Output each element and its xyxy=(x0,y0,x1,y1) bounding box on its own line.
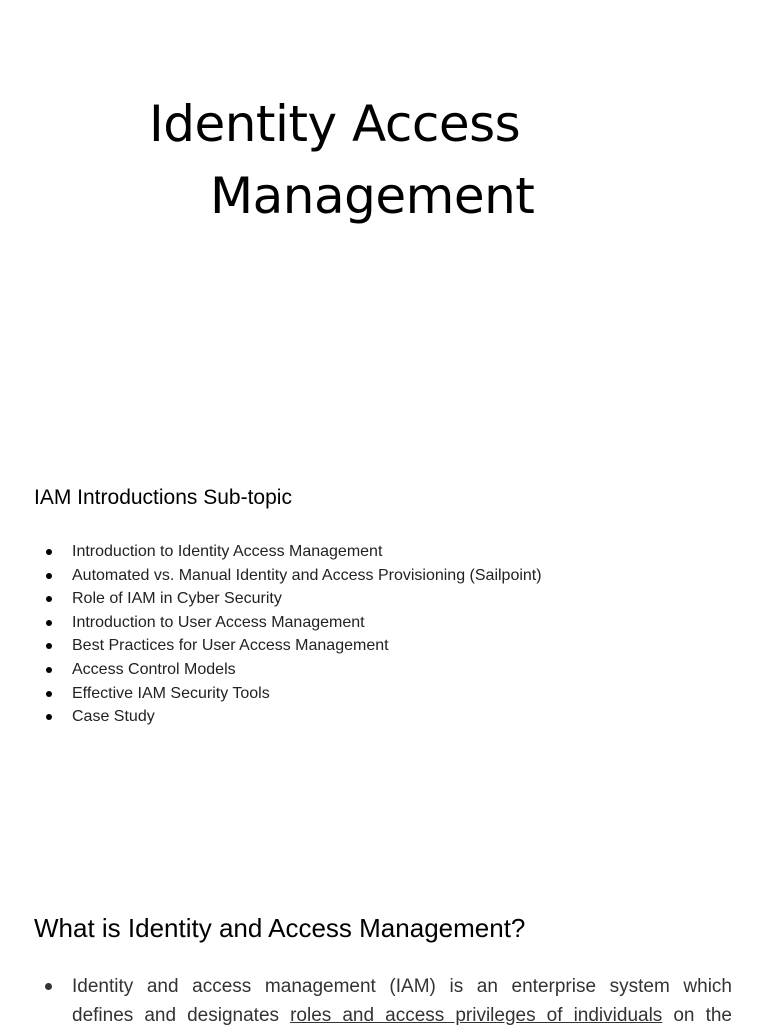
section-heading: What is Identity and Access Management? xyxy=(34,913,526,943)
list-item xyxy=(0,587,768,611)
subtopic-heading: IAM Introductions Sub-topic xyxy=(34,486,292,509)
list-item xyxy=(0,705,768,729)
list-item xyxy=(0,611,768,635)
list-item xyxy=(0,540,768,564)
bullet-icon xyxy=(46,691,52,697)
bullet-icon xyxy=(46,596,52,602)
title-line-2: Management xyxy=(210,167,535,225)
subtopic-list xyxy=(0,540,768,729)
list-item-text: Access Control Models xyxy=(72,660,236,678)
list-item xyxy=(0,634,768,658)
bullet-icon xyxy=(46,573,52,579)
roles-link[interactable]: roles and access privileges of individuals xyxy=(290,1005,663,1026)
list-item xyxy=(0,658,768,682)
list-item-text: Automated vs. Manual Identity and Access Provisioning (Sailpoint) xyxy=(72,566,542,584)
list-item-text: Case Study xyxy=(72,708,155,726)
paragraph-line-2-suffix: on the xyxy=(662,1005,732,1026)
list-item-text: Role of IAM in Cyber Security xyxy=(72,590,282,608)
title-line-1: Identity Access xyxy=(149,95,521,153)
paragraph-line-1: Identity and access management (IAM) is an enterprise system which xyxy=(72,976,732,997)
page-title xyxy=(0,88,768,232)
list-item xyxy=(0,682,768,706)
list-item xyxy=(0,564,768,588)
list-item-text: Introduction to Identity Access Management xyxy=(72,543,383,560)
bullet-icon xyxy=(46,667,52,673)
paragraph xyxy=(72,972,732,1030)
bullet-icon xyxy=(46,714,52,720)
paragraph-line-2-prefix: defines and designates xyxy=(72,1005,291,1026)
bullet-icon xyxy=(46,620,52,626)
bullet-icon xyxy=(46,643,52,649)
list-item-text: Best Practices for User Access Management xyxy=(72,637,389,655)
list-item-text: Introduction to User Access Management xyxy=(72,613,365,631)
list-item-text: Effective IAM Security Tools xyxy=(72,684,270,702)
bullet-icon xyxy=(46,549,52,555)
bullet-icon xyxy=(45,983,52,990)
